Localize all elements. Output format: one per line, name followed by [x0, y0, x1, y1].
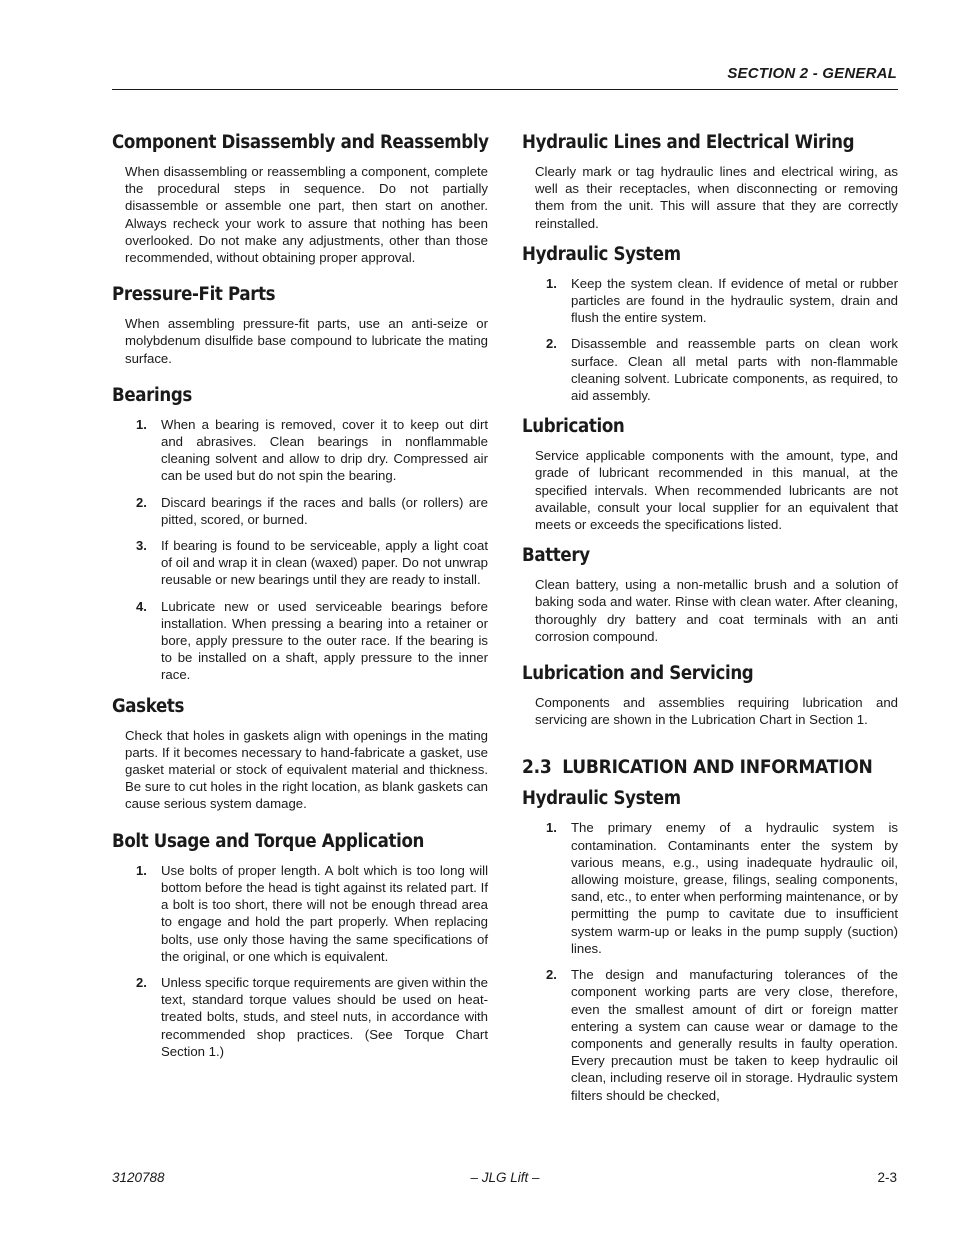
item-text: Use bolts of proper length. A bolt which is too long will bottom before the head is tight against its related part. If a bolt is too short, there will not be enough thread area to engage and hold the part properly. When replacing bolts, use only those having the same specifications of the original, or one which is equivalent.	[161, 862, 488, 964]
list-item	[112, 537, 488, 589]
heading-component-disassembly: Component Disassembly and Reassembly	[112, 132, 489, 153]
paragraph-battery: Clean battery, using a non-metallic brush and a solution of baking soda and water. Rinse with clean water. After cleaning, thoroughly dry battery and coat terminals with an anti corrosion compound.	[535, 577, 898, 644]
footer-page-number: 2-3	[877, 1170, 897, 1185]
heading-lubrication-servicing: Lubrication and Servicing	[522, 663, 754, 685]
item-number: 1.	[546, 820, 557, 836]
item-text: Lubricate new or used serviceable bearings before installation. When pressing a bearing into a retainer or bore, apply pressure to the outer race. If the bearing is to be installed on a shaft, apply pressure to the inner race.	[161, 598, 488, 683]
item-text: Unless specific torque requirements are given within the text, standard torque values should be used on heat-treated bolts, studs, and steel nuts, in accordance with recommended shop practices. (See Torque Chart Section 1.)	[161, 974, 488, 1059]
heading-bearings: Bearings	[112, 384, 192, 406]
item-text: When a bearing is removed, cover it to keep out dirt and abrasives. Clean bearings in nonflammable cleaning solvent and allow to drip dry. Compressed air can be used but do not spin the bearing.	[161, 416, 488, 484]
list-item	[522, 819, 898, 957]
item-text: If bearing is found to be serviceable, apply a light coat of oil and wrap it in clean (waxed) paper. Do not unwrap reusable or new bearings until they are ready to install.	[161, 538, 488, 588]
list-item	[112, 862, 488, 965]
heading-hydraulic-lines: Hydraulic Lines and Electrical Wiring	[522, 132, 855, 153]
left-column	[112, 132, 488, 1072]
footer-brand: – JLG Lift –	[470, 1170, 540, 1185]
paragraph-hydraulic-lines: Clearly mark or tag hydraulic lines and electrical wiring, as well as their receptacles, when disconnecting or removing them from the unit. This will assure that they are correctly reinstalled.	[535, 164, 898, 231]
item-number: 1.	[136, 416, 147, 432]
paragraph-lubrication-servicing: Components and assemblies requiring lubrication and servicing are shown in the Lubrication Chart in Section 1.	[535, 695, 898, 728]
heading-bolt-usage: Bolt Usage and Torque Application	[112, 830, 425, 852]
item-number: 2.	[546, 336, 557, 352]
heading-battery: Battery	[522, 545, 590, 567]
section-number: 2.3	[522, 756, 552, 779]
footer-document-number: 3120788	[112, 1170, 165, 1185]
section-title: LUBRICATION AND INFORMATION	[562, 756, 873, 779]
section-header-title: SECTION 2 - GENERAL	[727, 65, 897, 82]
item-number: 2.	[546, 967, 557, 983]
item-text: The design and manufacturing tolerances of the component working parts are very close, therefore, even the smallest amount of dirt or foreign matter entering a system can cause wear or damage to the components and generally results in faulty operation. Every precaution must be taken to keep hydraulic oil clean, including reserve oil in storage. Hydraulic system filters should be checked,	[571, 967, 898, 1103]
heading-pressure-fit: Pressure-Fit Parts	[112, 284, 276, 306]
heading-gaskets: Gaskets	[112, 695, 185, 717]
section-2-3-heading	[522, 756, 873, 779]
list-hydraulic-system	[522, 275, 898, 404]
item-text: Discard bearings if the races and balls (or rollers) are pitted, scored, or burned.	[161, 494, 488, 527]
paragraph-pressure-fit: When assembling pressure-fit parts, use an anti-seize or molybdenum disulfide base compound to lubricate the mating surface.	[125, 316, 488, 366]
paragraph-lubrication: Service applicable components with the amount, type, and grade of lubricant recommended in this manual, at the specified intervals. When recommended lubricants are not available, consult your local supplier for an equivalent that meets or exceeds the specifications listed.	[535, 448, 898, 533]
heading-hydraulic-system: Hydraulic System	[522, 243, 681, 265]
heading-hydraulic-system-2: Hydraulic System	[522, 788, 681, 810]
item-number: 2.	[136, 974, 147, 990]
heading-lubrication: Lubrication	[522, 416, 625, 438]
item-number: 3.	[136, 538, 147, 554]
paragraph-component-disassembly: When disassembling or reassembling a component, complete the procedural steps in sequence. Do not partially disassemble or assemble one part, then start on another. Always recheck your work to assure that nothing has been overlooked. Do not make any adjustments, other than those recommended, without obtaining proper approval.	[125, 164, 488, 266]
list-item	[112, 974, 488, 1060]
item-number: 4.	[136, 598, 147, 614]
header-divider	[112, 89, 898, 90]
item-number: 1.	[136, 862, 147, 878]
item-text: Disassemble and reassemble parts on clean work surface. Clean all metal parts with non-flammable cleaning solvent. Lubricate components, as required, to aid assembly.	[571, 336, 898, 404]
list-item	[522, 335, 898, 404]
list-bearings	[112, 416, 488, 684]
list-bolt-usage	[112, 862, 488, 1060]
list-item	[112, 494, 488, 528]
right-column	[522, 132, 898, 1116]
list-item	[522, 966, 898, 1104]
paragraph-gaskets: Check that holes in gaskets align with openings in the mating parts. If it becomes necessary to hand-fabricate a gasket, use gasket material or stock of equivalent material and thickness. Be sure to cut holes in the right location, as blank gaskets can cause serious system damage.	[125, 727, 488, 812]
list-hydraulic-system-2	[522, 819, 898, 1103]
item-number: 1.	[546, 275, 557, 291]
item-text: The primary enemy of a hydraulic system is contamination. Contaminants enter the system by various means, e.g., using inadequate hydraulic oil, allowing moisture, grease, filings, sealing components, sand, etc., to enter when performing maintenance, or by permitting the pump to cavitate due to insufficient system warm-up or leaks in the pump supply (suction) lines.	[571, 820, 898, 956]
list-item	[522, 275, 898, 327]
list-item	[112, 598, 488, 684]
item-text: Keep the system clean. If evidence of metal or rubber particles are found in the hydraulic system, drain and flush the entire system.	[571, 275, 898, 326]
list-item	[112, 416, 488, 485]
item-number: 2.	[136, 494, 147, 510]
